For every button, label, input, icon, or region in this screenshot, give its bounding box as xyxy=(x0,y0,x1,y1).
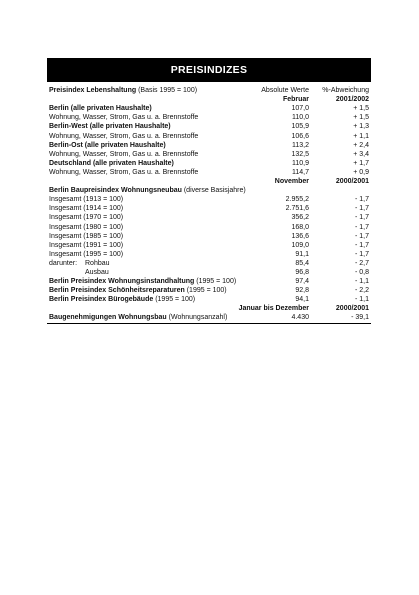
darunter-label: darunter: xyxy=(49,259,78,267)
row-label: Insgesamt (1985 = 100) xyxy=(49,232,124,240)
section1-row xyxy=(49,168,369,177)
section2-title-row xyxy=(49,186,369,195)
row-value: 94,1 xyxy=(295,296,309,304)
row-value: 106,6 xyxy=(291,132,309,140)
row-change: - 2,7 xyxy=(354,259,369,267)
row-value: 2.751,6 xyxy=(285,205,309,213)
section1-row xyxy=(49,122,369,131)
section2-row xyxy=(49,213,369,222)
section2-period2: 2000/2001 xyxy=(335,178,369,186)
section2-row xyxy=(49,195,369,204)
section1-period2: 2001/2002 xyxy=(335,96,369,104)
row-change: + 1,5 xyxy=(353,114,369,122)
row-change: + 1,5 xyxy=(353,105,369,113)
row-change: + 1,7 xyxy=(353,159,369,167)
section1-title-note: (Basis 1995 = 100) xyxy=(138,87,198,95)
section2-extra-row xyxy=(49,277,369,286)
row-note: (1995 = 100) xyxy=(186,287,227,295)
row-value: 91,1 xyxy=(295,250,309,258)
row-change: - 1,1 xyxy=(354,278,369,286)
section2-row xyxy=(49,204,369,213)
row-label: Insgesamt (1980 = 100) xyxy=(49,223,124,231)
row-change: - 1,7 xyxy=(354,205,369,213)
row-label: Berlin Preisindex Bürogebäude xyxy=(49,296,154,304)
section3-row-change: - 39,1 xyxy=(351,314,369,322)
row-label: Wohnung, Wasser, Strom, Gas u. a. Brennstoffe xyxy=(49,150,199,158)
row-change: + 1,1 xyxy=(353,132,369,140)
section3-row-label: Baugenehmigungen Wohnungsbau xyxy=(49,314,167,322)
row-label: Wohnung, Wasser, Strom, Gas u. a. Brennstoffe xyxy=(49,132,199,140)
row-value: 132,5 xyxy=(291,150,309,158)
col2-header: %-Abweichung xyxy=(322,87,369,95)
row-change: - 1,7 xyxy=(354,250,369,258)
section2-extra-rows xyxy=(49,277,369,304)
section3-period1: Januar bis Dezember xyxy=(238,305,309,313)
row-change: - 2,2 xyxy=(354,287,369,295)
row-label: Insgesamt (1995 = 100) xyxy=(49,250,124,258)
section1-period-row xyxy=(49,95,369,104)
section2-sub-row xyxy=(49,268,369,277)
row-label: Insgesamt (1913 = 100) xyxy=(49,196,124,204)
table-banner: PREISINDIZES xyxy=(47,58,371,82)
row-change: - 0,8 xyxy=(354,268,369,276)
row-label: Wohnung, Wasser, Strom, Gas u. a. Brennstoffe xyxy=(49,168,199,176)
section2-row xyxy=(49,222,369,231)
section1-period1: Februar xyxy=(282,96,309,104)
row-label: Insgesamt (1970 = 100) xyxy=(49,214,124,222)
row-value: 110,0 xyxy=(292,114,309,122)
row-value: 114,7 xyxy=(292,168,309,176)
row-label: Wohnung, Wasser, Strom, Gas u. a. Brennstoffe xyxy=(49,114,199,122)
section2-row xyxy=(49,241,369,250)
row-label: Berlin Preisindex Schönheitsreparaturen xyxy=(49,287,185,295)
section1-title: Preisindex Lebenshaltung xyxy=(49,87,137,95)
col1-header: Absolute Werte xyxy=(261,87,309,95)
row-label: Berlin Preisindex Wohnungsinstandhaltung xyxy=(49,278,195,286)
row-value: 85,4 xyxy=(295,259,309,267)
section1-row xyxy=(49,141,369,150)
section1-row xyxy=(49,159,369,168)
row-change: - 1,1 xyxy=(354,296,369,304)
row-note: (1995 = 100) xyxy=(155,296,196,304)
section2-row xyxy=(49,250,369,259)
row-label: Deutschland (alle privaten Haushalte) xyxy=(49,159,174,167)
row-change: + 3,4 xyxy=(353,150,369,158)
row-label: Berlin-Ost (alle privaten Haushalte) xyxy=(49,141,166,149)
row-label: Rohbau xyxy=(85,259,110,267)
section2-period1: November xyxy=(274,178,309,186)
row-value: 110,9 xyxy=(292,159,309,167)
section3-row xyxy=(49,313,369,322)
row-value: 168,0 xyxy=(291,223,309,231)
table-body xyxy=(47,86,371,324)
row-value: 109,0 xyxy=(291,241,309,249)
row-label: Ausbau xyxy=(85,268,109,276)
row-value: 96,8 xyxy=(295,268,309,276)
section1-title-row xyxy=(49,86,369,95)
row-label: Berlin (alle privaten Haushalte) xyxy=(49,105,152,113)
row-change: + 0,9 xyxy=(353,168,369,176)
row-change: + 2,4 xyxy=(353,141,369,149)
row-value: 105,9 xyxy=(291,123,309,131)
row-value: 97,4 xyxy=(295,278,309,286)
section1-rows xyxy=(49,104,369,177)
row-value: 136,6 xyxy=(291,232,309,240)
section1-row xyxy=(49,113,369,122)
row-change: - 1,7 xyxy=(354,241,369,249)
section2-sub-rows xyxy=(49,259,369,277)
row-change: + 1,3 xyxy=(353,123,369,131)
section2-extra-row xyxy=(49,286,369,295)
section1-row xyxy=(49,104,369,113)
section2-period-row xyxy=(49,177,369,186)
section2-sub-row xyxy=(49,259,369,268)
section2-extra-row xyxy=(49,295,369,304)
section2-title-note: (diverse Basisjahre) xyxy=(183,187,246,195)
row-change: - 1,7 xyxy=(354,196,369,204)
row-label: Berlin-West (alle privaten Haushalte) xyxy=(49,123,171,131)
section2-rows xyxy=(49,195,369,259)
row-change: - 1,7 xyxy=(354,214,369,222)
row-value: 356,2 xyxy=(291,214,309,222)
row-change: - 1,7 xyxy=(354,223,369,231)
section3-row-value: 4.430 xyxy=(291,314,309,322)
section3-period2: 2000/2001 xyxy=(335,305,369,313)
row-value: 92,8 xyxy=(295,287,309,295)
row-label: Insgesamt (1914 = 100) xyxy=(49,205,124,213)
row-value: 113,2 xyxy=(292,141,309,149)
section2-title: Berlin Baupreisindex Wohnungsneubau xyxy=(49,187,182,195)
row-change: - 1,7 xyxy=(354,232,369,240)
row-value: 107,0 xyxy=(291,105,309,113)
row-label: Insgesamt (1991 = 100) xyxy=(49,241,124,249)
section3-period-row xyxy=(49,304,369,313)
section2-row xyxy=(49,232,369,241)
section1-row xyxy=(49,131,369,140)
section3-row-note: (Wohnungsanzahl) xyxy=(168,314,228,322)
row-value: 2.955,2 xyxy=(285,196,309,204)
row-note: (1995 = 100) xyxy=(196,278,237,286)
price-index-table xyxy=(47,58,371,324)
section1-row xyxy=(49,150,369,159)
